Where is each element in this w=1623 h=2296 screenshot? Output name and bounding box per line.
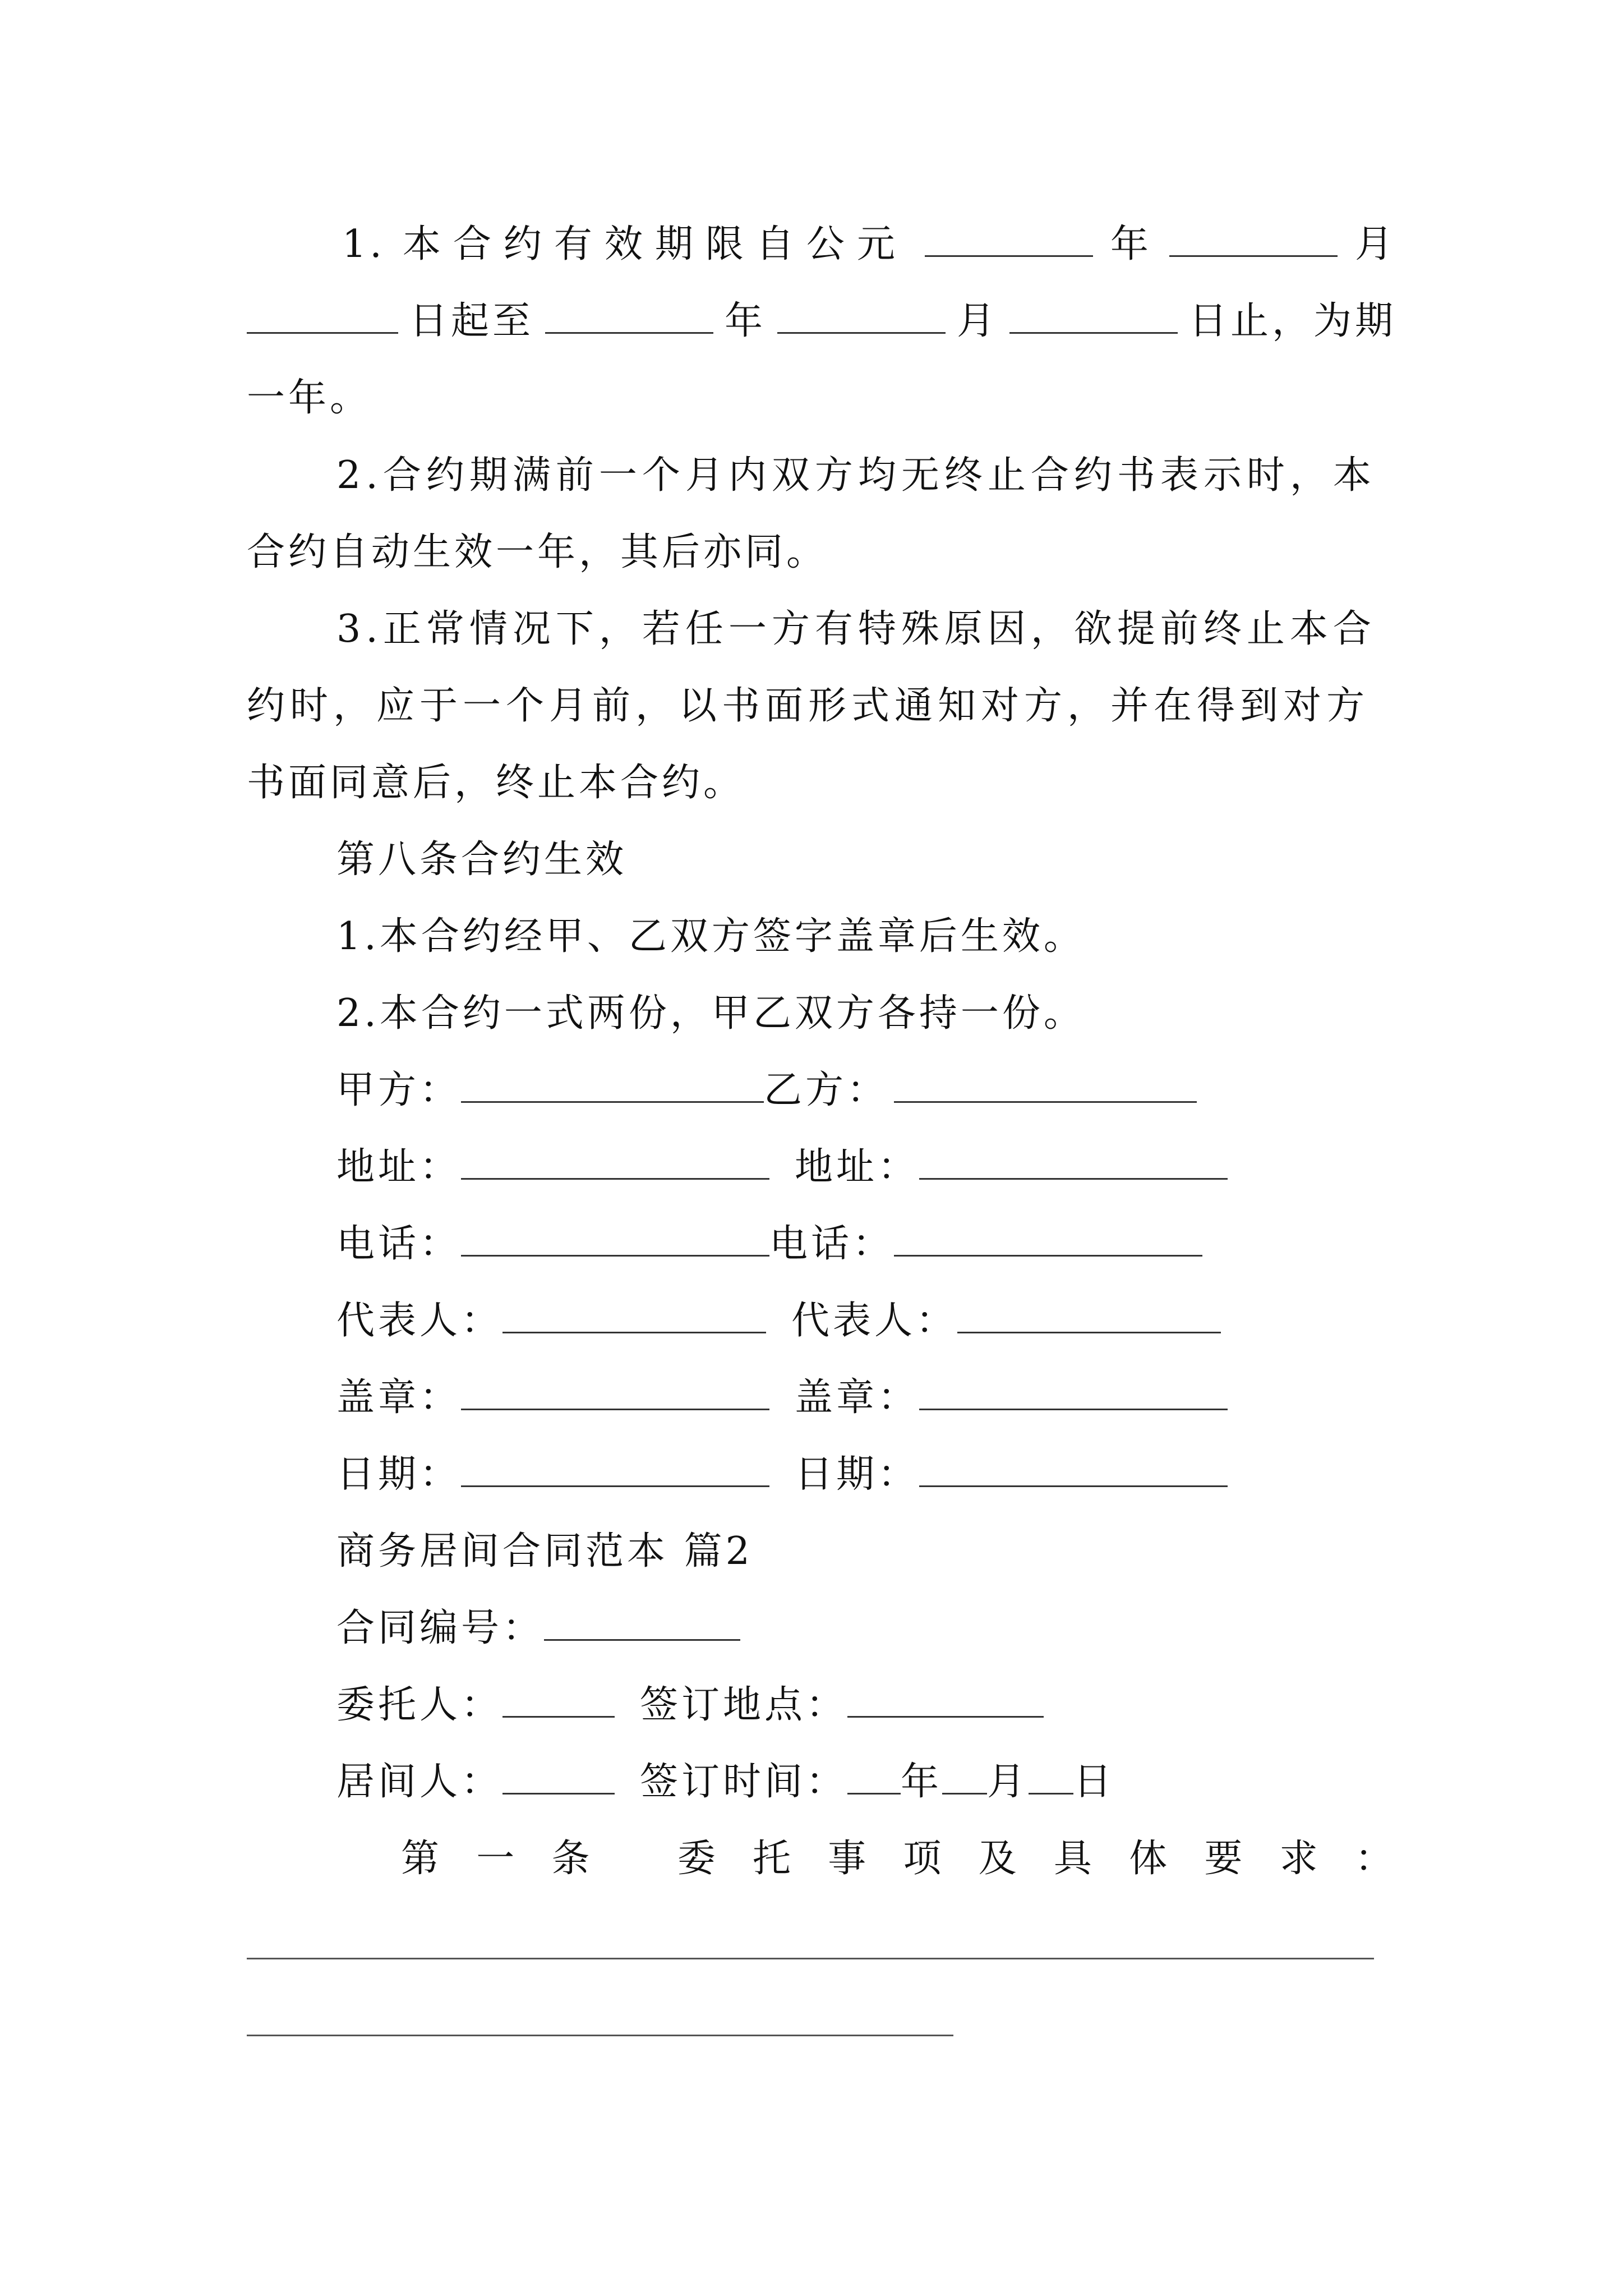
seal-b-blank[interactable] — [919, 1375, 1228, 1410]
rep-a-label: 代表人： — [336, 1299, 503, 1343]
month2-label: 月 — [956, 299, 998, 343]
article1-char: 求 — [1279, 1837, 1321, 1881]
address-a-label: 地址： — [336, 1145, 462, 1189]
article1-char: ： — [1354, 1837, 1396, 1881]
article1-char: 一 — [476, 1837, 518, 1881]
date-b-label: 日期： — [795, 1452, 920, 1497]
sign-time-label: 签订时间： — [640, 1760, 848, 1804]
contract-number-blank[interactable] — [544, 1605, 740, 1641]
date-a-label: 日期： — [336, 1452, 462, 1497]
signature-row-representative — [336, 1294, 1486, 1348]
phone-a-blank[interactable] — [461, 1221, 769, 1257]
sign-year-blank[interactable] — [847, 1759, 901, 1795]
sign-year-label: 年 — [901, 1760, 943, 1804]
client-label: 委托人： — [336, 1683, 503, 1727]
contract-number-row — [336, 1602, 1486, 1655]
clause8-item1: 1.本合约经甲、乙双方签字盖章后生效。 — [336, 914, 1085, 959]
year-label: 年 — [1110, 222, 1152, 266]
end-day-blank[interactable] — [1009, 298, 1178, 334]
clause8-title: 第八条合约生效 — [336, 838, 628, 882]
article1-fill-line-2[interactable] — [247, 2035, 953, 2036]
sign-day-blank[interactable] — [1029, 1759, 1073, 1795]
address-b-blank[interactable] — [919, 1144, 1228, 1180]
sign-month-label: 月 — [987, 1760, 1029, 1804]
broker-blank[interactable] — [502, 1759, 615, 1795]
day-from-label: 日起至 — [409, 299, 534, 343]
seal-a-blank[interactable] — [461, 1375, 769, 1410]
auto-renew-line-1: 2.合约期满前一个月内双方均无终止合约书表示时，本 — [336, 453, 1376, 498]
article1-char: 体 — [1129, 1837, 1171, 1881]
rep-a-blank[interactable] — [502, 1298, 766, 1333]
seal-a-label: 盖章： — [336, 1375, 462, 1420]
sign-month-blank[interactable] — [942, 1759, 987, 1795]
part2-title: 商务居间合同范本 篇2 — [336, 1529, 753, 1573]
article1-char: 第 — [401, 1837, 443, 1881]
day-to-label: 日止，为期 — [1188, 299, 1396, 343]
term-line-2 — [247, 295, 1396, 348]
signature-row-phone — [336, 1217, 1486, 1271]
sign-place-blank[interactable] — [847, 1682, 1044, 1718]
year2-label: 年 — [724, 299, 766, 343]
article1-heading — [401, 1832, 1396, 1886]
article1-char: 条 — [551, 1837, 593, 1881]
item-number: 1. — [342, 222, 385, 266]
article1-char: 项 — [903, 1837, 945, 1881]
party-b-blank[interactable] — [894, 1068, 1197, 1103]
rep-b-blank[interactable] — [957, 1298, 1221, 1333]
article1-char: 具 — [1053, 1837, 1095, 1881]
broker-label: 居间人： — [336, 1760, 503, 1804]
end-month-blank[interactable] — [777, 298, 946, 334]
article1-char: 委 — [677, 1837, 719, 1881]
phone-a-label: 电话： — [336, 1222, 462, 1266]
clause8-item2: 2.本合约一式两份，甲乙双方各持一份。 — [336, 991, 1085, 1036]
start-day-blank[interactable] — [247, 298, 398, 334]
phone-b-label: 电话： — [769, 1222, 895, 1266]
phone-b-blank[interactable] — [894, 1221, 1202, 1257]
start-year-blank[interactable] — [925, 222, 1093, 257]
termination-line-2: 约时，应于一个月前，以书面形式通知对方，并在得到对方 — [247, 684, 1370, 728]
term-line-1 — [342, 218, 1396, 272]
date-a-blank[interactable] — [461, 1452, 769, 1487]
signature-row-date — [336, 1448, 1486, 1502]
date-b-blank[interactable] — [919, 1452, 1228, 1487]
broker-row — [336, 1755, 1486, 1809]
month-label: 月 — [1354, 222, 1396, 266]
sign-day-label: 日 — [1073, 1760, 1115, 1804]
termination-line-3: 书面同意后，终止本合约。 — [247, 761, 745, 805]
client-blank[interactable] — [502, 1682, 615, 1718]
termination-line-1: 3.正常情况下，若任一方有特殊原因，欲提前终止本合 — [336, 607, 1376, 651]
article1-fill-line-1[interactable] — [247, 1958, 1374, 1959]
rep-b-label: 代表人： — [791, 1299, 958, 1343]
party-b-label: 乙方： — [764, 1068, 889, 1112]
article1-char: 要 — [1204, 1837, 1246, 1881]
party-a-blank[interactable] — [461, 1068, 764, 1103]
term-text: 本合约有效期限自公元 — [402, 222, 907, 266]
client-row — [336, 1678, 1486, 1732]
term-line-3: 一年。 — [247, 376, 372, 420]
article1-char: 托 — [752, 1837, 794, 1881]
address-a-blank[interactable] — [461, 1144, 769, 1180]
article1-char: 及 — [978, 1837, 1020, 1881]
signature-row-address — [336, 1140, 1486, 1194]
article1-char: 事 — [828, 1837, 870, 1881]
contract-number-label: 合同编号： — [336, 1606, 545, 1650]
sign-place-label: 签订地点： — [640, 1683, 848, 1727]
start-month-blank[interactable] — [1169, 222, 1338, 257]
party-a-label: 甲方： — [336, 1068, 462, 1112]
auto-renew-line-2: 合约自动生效一年，其后亦同。 — [247, 530, 828, 574]
end-year-blank[interactable] — [545, 298, 713, 334]
signature-row-seal — [336, 1371, 1486, 1425]
address-b-label: 地址： — [795, 1145, 920, 1189]
seal-b-label: 盖章： — [795, 1375, 920, 1420]
signature-row-party — [336, 1064, 1486, 1117]
